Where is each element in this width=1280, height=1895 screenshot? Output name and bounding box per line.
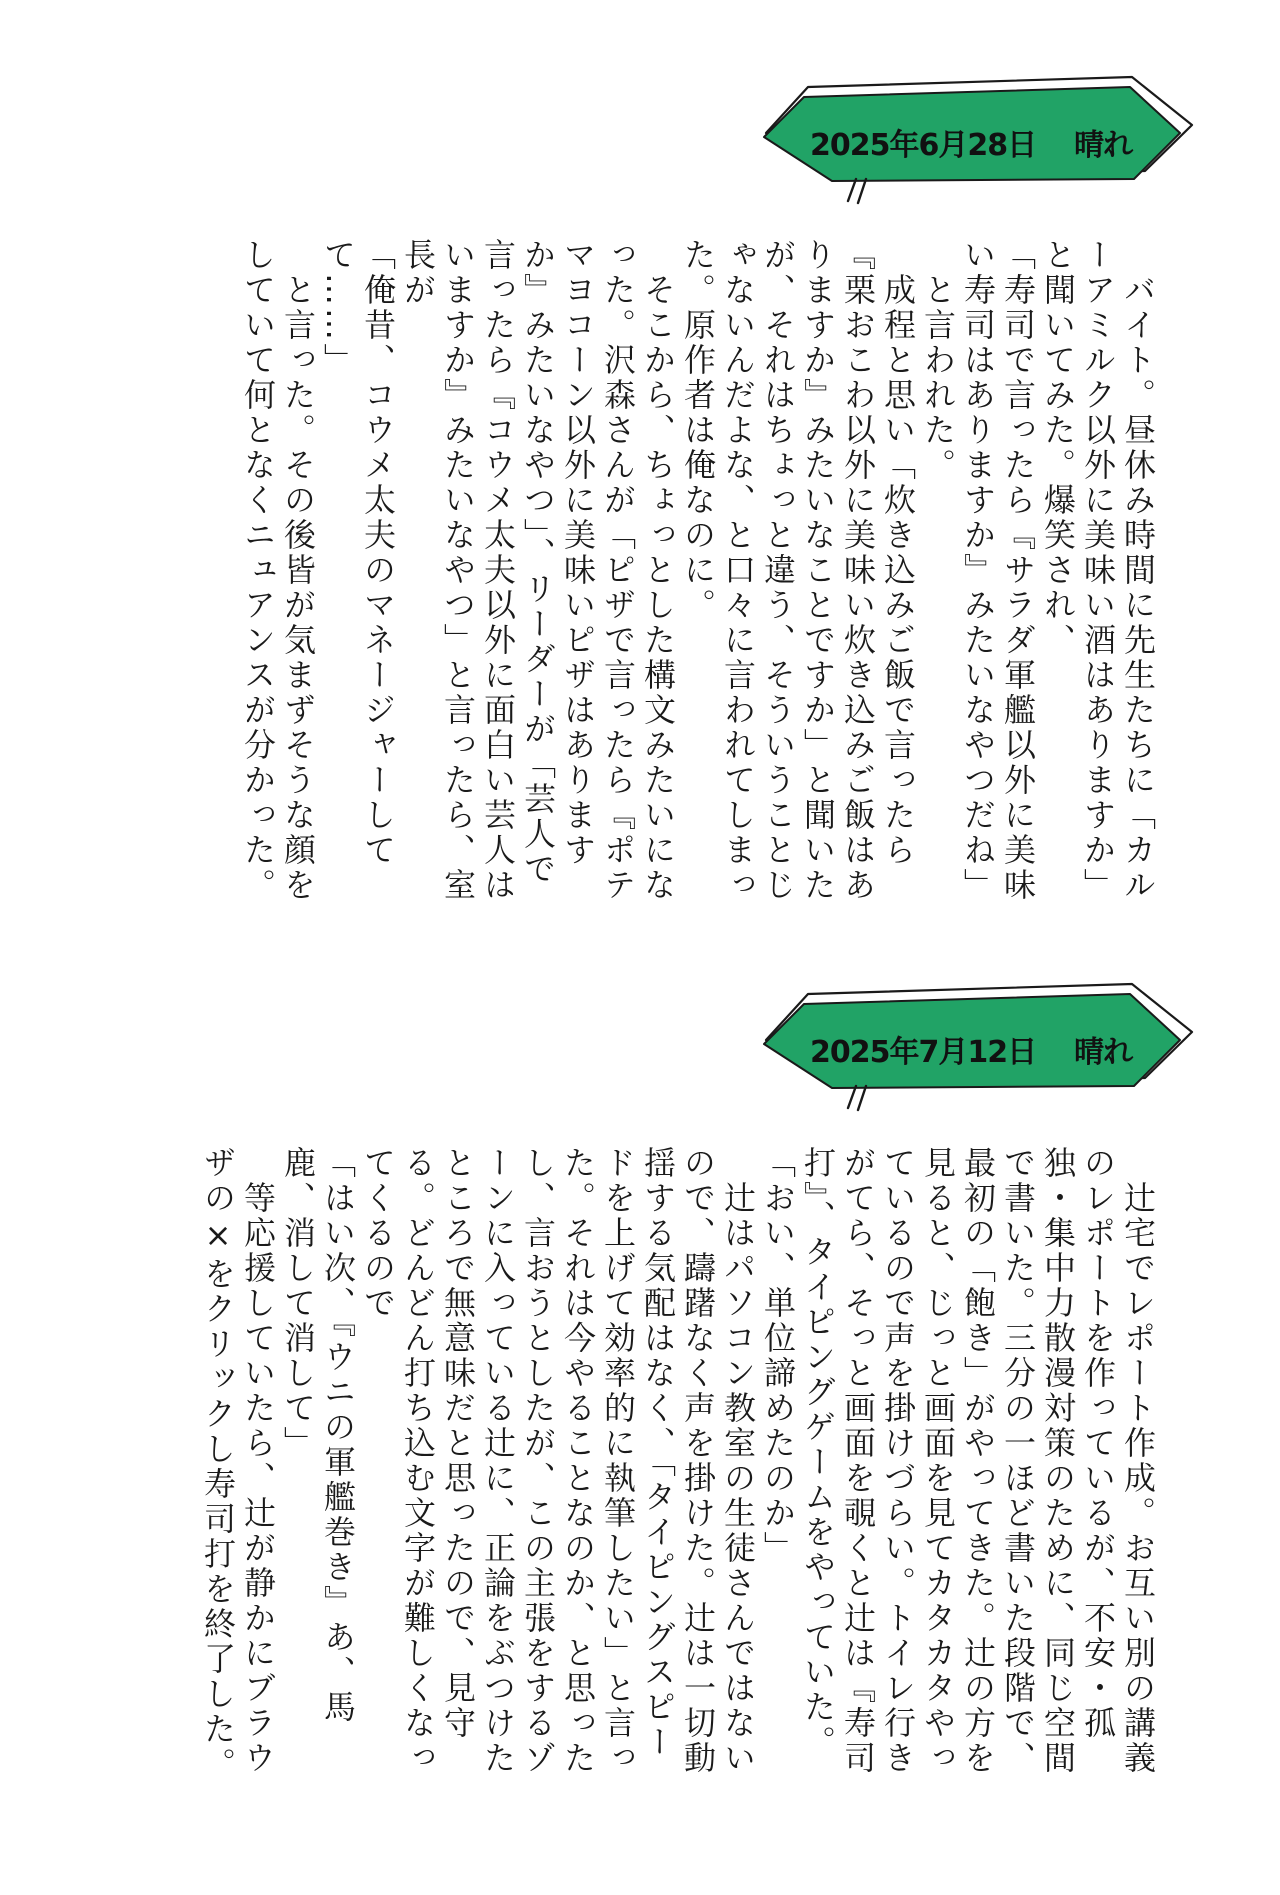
body-line: ゃないんだよな、と口々に言われてしまっ (719, 238, 757, 903)
body-line: ところで無意味だと思ったので、見守 (439, 1146, 477, 1741)
entry-body (238, 238, 1158, 918)
body-line: てくるので (359, 1146, 397, 1321)
body-line: か』みたいなやつ」、リーダーが「芸人で (519, 238, 557, 887)
body-line: 揺する気配はなく、「タイピングスピー (639, 1146, 677, 1760)
body-line: 言ったら『コウメ太夫以外に面白い芸人は (479, 238, 517, 903)
body-line: 「俺昔、コウメ太夫のマネージャーして (359, 238, 397, 868)
body-line: と言った。その後皆が気まずそうな顔を (279, 238, 317, 903)
body-line: ので、躊躇なく声を掛けた。辻は一切動 (679, 1146, 717, 1776)
body-line: のレポートを作っているが、不安・孤 (1079, 1146, 1117, 1741)
body-line: していて何となくニュアンスが分かった。 (239, 238, 277, 903)
body-line: ーンに入っている辻に、正論をぶつけた (479, 1146, 517, 1776)
body-line: そこから、ちょっとした構文みたいにな (639, 238, 677, 903)
entry-date: 2025年6月28日 (810, 128, 1037, 163)
body-line: 長が (399, 238, 437, 308)
body-line: ザの×をクリックし寿司打を終了した。 (199, 1146, 237, 1782)
body-line: ーアミルク以外に美味い酒はありますか」 (1079, 238, 1117, 903)
body-line: で書いた。三分の一ほど書いた段階で、 (999, 1146, 1037, 1776)
body-line: 等応援していたら、辻が静かにブラウ (239, 1146, 277, 1776)
date-banner (760, 982, 1200, 1122)
body-line: た。それは今やることなのか、と思った (559, 1146, 597, 1776)
date-banner (760, 75, 1200, 215)
body-line: マヨコーン以外に美味いピザはあります (559, 238, 597, 868)
body-line: いますか』みたいなやつ」と言ったら、室 (439, 238, 477, 903)
body-line: い寿司はありますか』みたいなやつだね」 (959, 238, 997, 903)
body-line: 「はい次、『ウニの軍艦巻き』あ、馬 (319, 1146, 357, 1725)
body-line: バイト。昼休み時間に先生たちに「カル (1119, 238, 1157, 903)
body-line: 鹿、消して消して」 (279, 1146, 317, 1461)
body-line: 見ると、じっと画面を見てカタカタやっ (919, 1146, 957, 1776)
body-line: 「おい、単位諦めたのか」 (759, 1146, 797, 1566)
diary-entry (0, 960, 1280, 1895)
body-line: 打』、タイピングゲームをやっていた。 (799, 1146, 837, 1760)
body-line: し、言おうとしたが、この主張をするゾ (519, 1146, 557, 1776)
body-line: と聞いてみた。爆笑され、 (1039, 238, 1077, 658)
entry-weather: 晴れ (1074, 128, 1133, 163)
body-line: る。どんどん打ち込む文字が難しくなっ (399, 1146, 437, 1776)
body-line: と言われた。 (919, 238, 957, 483)
body-line: 独・集中力散漫対策のために、同じ空間 (1039, 1146, 1077, 1776)
date-label-group (810, 1024, 1150, 1074)
entry-date: 2025年7月12日 (810, 1035, 1037, 1070)
date-label-group (810, 117, 1150, 167)
entry-body (198, 1146, 1158, 1866)
body-line: がてら、そっと画面を覗くと辻は『寿司 (839, 1146, 877, 1776)
body-line: た。原作者は俺なのに。 (679, 238, 717, 623)
body-line: りますか』みたいなことですか」と聞いた (799, 238, 837, 903)
body-line: 「寿司で言ったら『サラダ軍艦以外に美味 (999, 238, 1037, 903)
body-line: ドを上げて効率的に執筆したい」と言っ (599, 1146, 637, 1776)
body-line: 最初の「飽き」がやってきた。辻の方を (959, 1146, 997, 1776)
body-line: 辻はパソコン教室の生徒さんではない (719, 1146, 757, 1776)
body-line: 『栗おこわ以外に美味い炊き込みご飯はあ (839, 238, 877, 903)
body-line: 辻宅でレポート作成。お互い別の講義 (1119, 1146, 1157, 1776)
body-line: った。沢森さんが「ピザで言ったら『ポテ (599, 238, 637, 903)
body-line: て……」 (319, 238, 357, 378)
entry-weather: 晴れ (1074, 1035, 1133, 1070)
body-line: ているので声を掛けづらい。トイレ行き (879, 1146, 917, 1776)
body-line: が、それはちょっと違う、そういうことじ (759, 238, 797, 903)
body-line: 成程と思い「炊き込みご飯で言ったら (879, 238, 917, 868)
